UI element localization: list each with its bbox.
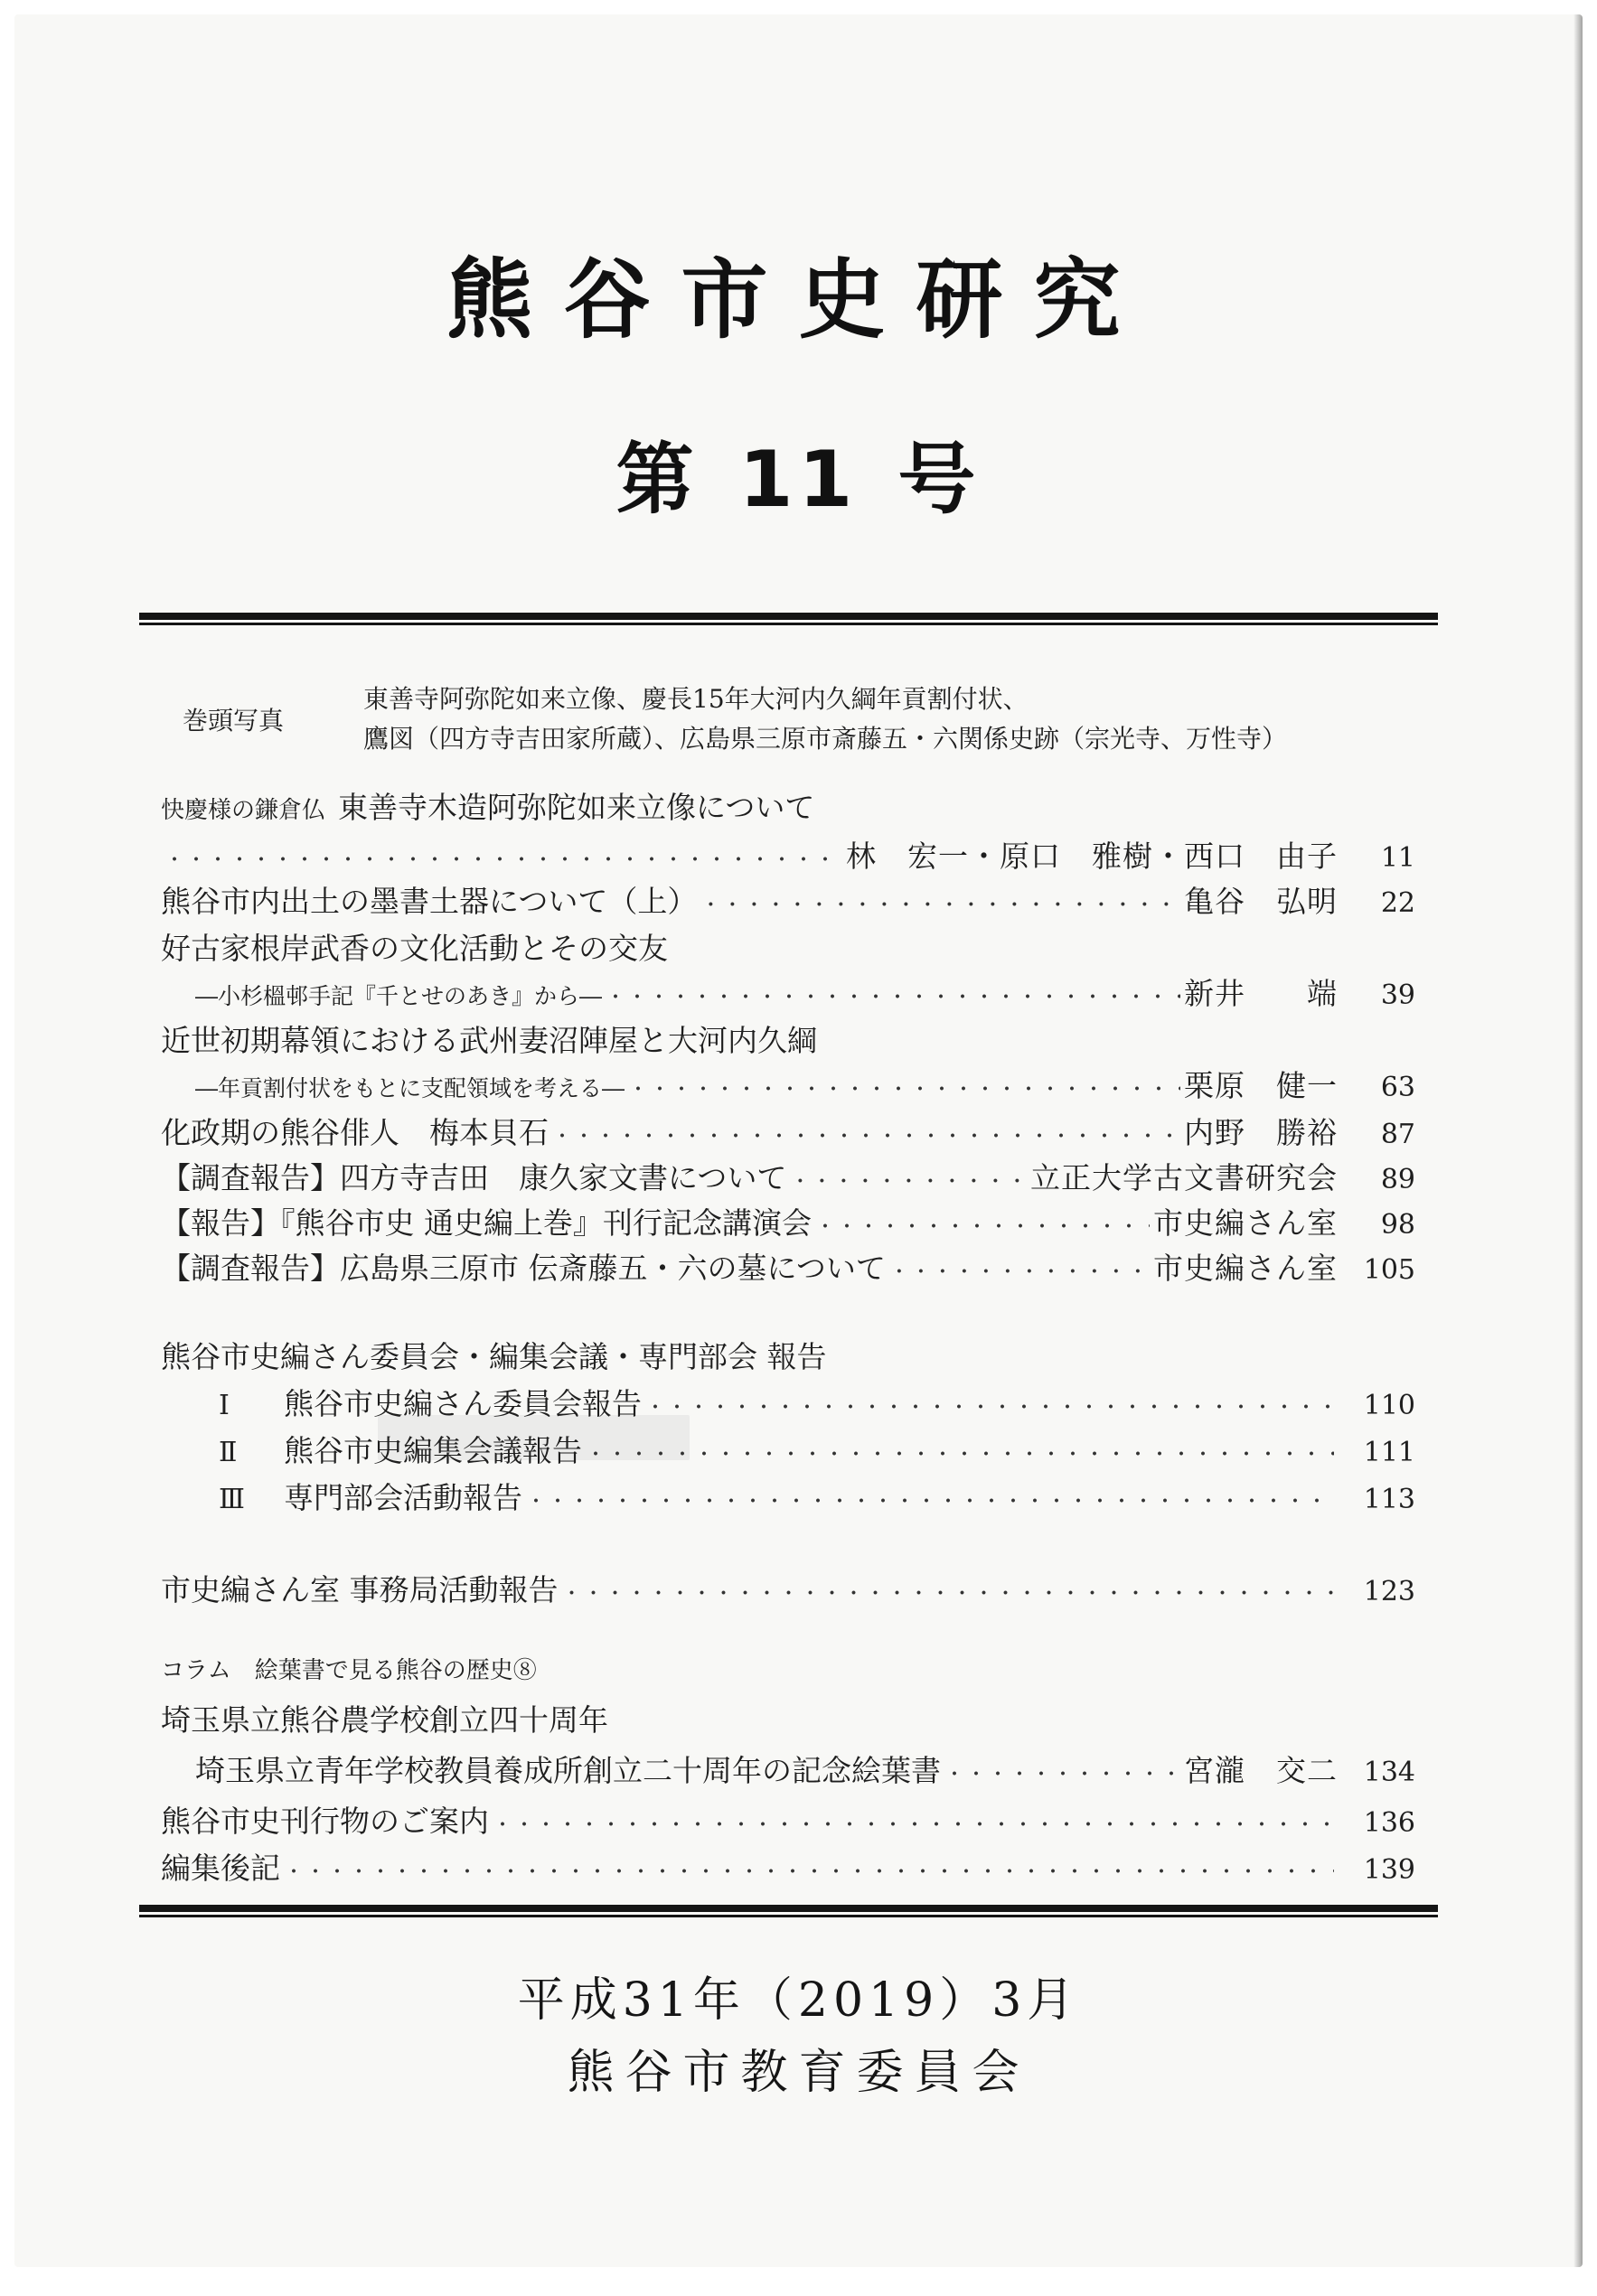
issue-number-value: 11 [738,435,859,525]
article-author: 栗原 健一 [1184,1068,1338,1103]
page-number: 134 [1363,1757,1415,1788]
toc-entry [161,1155,1415,1197]
publisher-name: 熊谷市教育委員会 [567,2046,1030,2100]
article-author: 立正大学古文書研究会 [1030,1160,1338,1195]
article-author: 内野 勝裕 [1184,1115,1338,1150]
toc-entry-title-line [161,1017,1415,1060]
page-number: 98 [1380,1209,1415,1241]
page-number: 113 [1363,1484,1415,1515]
leader-dots [815,1212,1150,1240]
page-number: 105 [1363,1254,1415,1286]
leader-dots [628,1074,1180,1102]
leader-dots [526,1486,1334,1514]
toc-entry [161,1200,1415,1242]
report-title: 専門部会活動報告 [284,1480,522,1515]
page-number: 11 [1380,842,1415,874]
page-number: 123 [1363,1576,1415,1607]
page-number: 89 [1380,1164,1415,1195]
toc-entry [161,1428,1415,1470]
reports-heading: 熊谷市史編さん委員会・編集会議・専門部会 報告 [161,1339,827,1374]
page-number: 139 [1363,1854,1415,1886]
leader-dots [493,1810,1334,1838]
leader-dots [700,890,1180,918]
leader-dots [889,1257,1150,1285]
bottom-double-rule [139,1905,1438,1919]
cover-page [14,14,1583,2267]
toc-entry [161,833,1415,876]
frontispiece-label: 巻頭写真 [183,706,285,736]
report-numeral: Ⅰ [219,1390,230,1421]
toc-entry [161,1110,1415,1152]
leader-dots [562,1579,1335,1607]
article-title: 東善寺木造阿弥陀如来立像について [338,790,815,825]
toc-entry [161,1475,1415,1517]
article-author: 市史編さん室 [1153,1205,1338,1241]
report-numeral: Ⅱ [219,1437,238,1468]
toc-entry-title-line [161,784,1415,827]
issue-suffix: 号 [897,435,982,525]
toc-entry [161,878,1415,921]
frontispiece-line-1: 東善寺阿弥陀如来立像、慶長15年大河内久綱年貢割付状、 [363,684,1029,714]
article-title: 【調査報告】四方寺吉田 康久家文書について [161,1160,787,1195]
toc-entry [161,1567,1415,1609]
page-number: 63 [1380,1072,1415,1103]
toc-entry-title-line [161,925,1415,968]
page-number: 22 [1380,887,1415,919]
article-title: 化政期の熊谷俳人 梅本貝石 [161,1115,549,1150]
leader-dots [284,1857,1334,1885]
page-number: 110 [1363,1390,1415,1421]
top-double-rule [139,613,1438,627]
toc-entry [161,970,1415,1013]
article-author: 林 宏一・原口 雅樹・西口 由子 [846,839,1338,874]
toc-entry [161,1381,1415,1423]
toc-entry [161,1245,1415,1288]
article-title: 近世初期幕領における武州妻沼陣屋と大河内久綱 [161,1023,817,1058]
article-title: 熊谷市内出土の墨書土器について（上） [161,884,698,919]
article-title: 【調査報告】広島県三原市 伝斎藤五・六の墓について [161,1251,886,1286]
toc-entry-title-line [161,1697,1415,1739]
toc-entry [161,1748,1415,1790]
misc-title: 編集後記 [161,1851,280,1886]
report-numeral: Ⅲ [219,1484,245,1515]
column-author: 宮瀧 交二 [1184,1753,1338,1788]
column-title-line-1: 埼玉県立熊谷農学校創立四十周年 [161,1702,608,1738]
article-kicker: 快慶様の鎌倉仏 [161,797,326,824]
article-author: 新井 端 [1184,976,1338,1011]
page-number: 136 [1363,1807,1415,1839]
reports-heading-row [161,1334,1415,1376]
leader-dots [586,1439,1334,1467]
article-title: 好古家根岸武香の文化活動とその交友 [161,931,668,966]
leader-dots [164,845,842,873]
frontispiece-line-2: 鷹図（四方寺吉田家所蔵）、広島県三原市斎藤五・六関係史跡（宗光寺、万性寺） [363,724,1288,754]
issue-prefix: 第 [615,435,700,525]
leader-dots [790,1167,1027,1195]
article-title: 【報告】『熊谷市史 通史編上巻』刊行記念講演会 [161,1205,812,1241]
column-title-line-2: 埼玉県立青年学校教員養成所創立二十周年の記念絵葉書 [195,1753,941,1788]
page-number: 111 [1363,1437,1415,1468]
leader-dots [944,1759,1180,1787]
report-title: 熊谷市史編さん委員会報告 [284,1386,642,1421]
article-subtitle: ―小杉榲邨手記『千とせのあき』から― [195,983,603,1009]
report-title: 熊谷市史編集会議報告 [284,1433,582,1468]
column-label-row [161,1652,1415,1685]
journal-title: 熊谷市史研究 [446,249,1151,351]
article-author: 亀谷 弘明 [1184,884,1338,919]
publication-date: 平成31年（2019）3月 [517,1973,1080,2028]
article-subtitle: ―年貢割付状をもとに支配領域を考える― [195,1075,625,1101]
toc-entry [161,1063,1415,1105]
page-number: 87 [1380,1119,1415,1150]
issue-number [14,417,1583,529]
office-report-title: 市史編さん室 事務局活動報告 [161,1572,559,1607]
column-label: コラム 絵葉書で見る熊谷の歴史⑧ [161,1657,537,1684]
toc-entry [161,1798,1415,1841]
page-number: 39 [1380,979,1415,1011]
misc-title: 熊谷市史刊行物のご案内 [161,1804,489,1839]
article-author: 市史編さん室 [1153,1251,1338,1286]
toc-entry [161,1845,1415,1888]
leader-dots [606,982,1180,1010]
leader-dots [552,1121,1180,1149]
leader-dots [645,1392,1334,1420]
